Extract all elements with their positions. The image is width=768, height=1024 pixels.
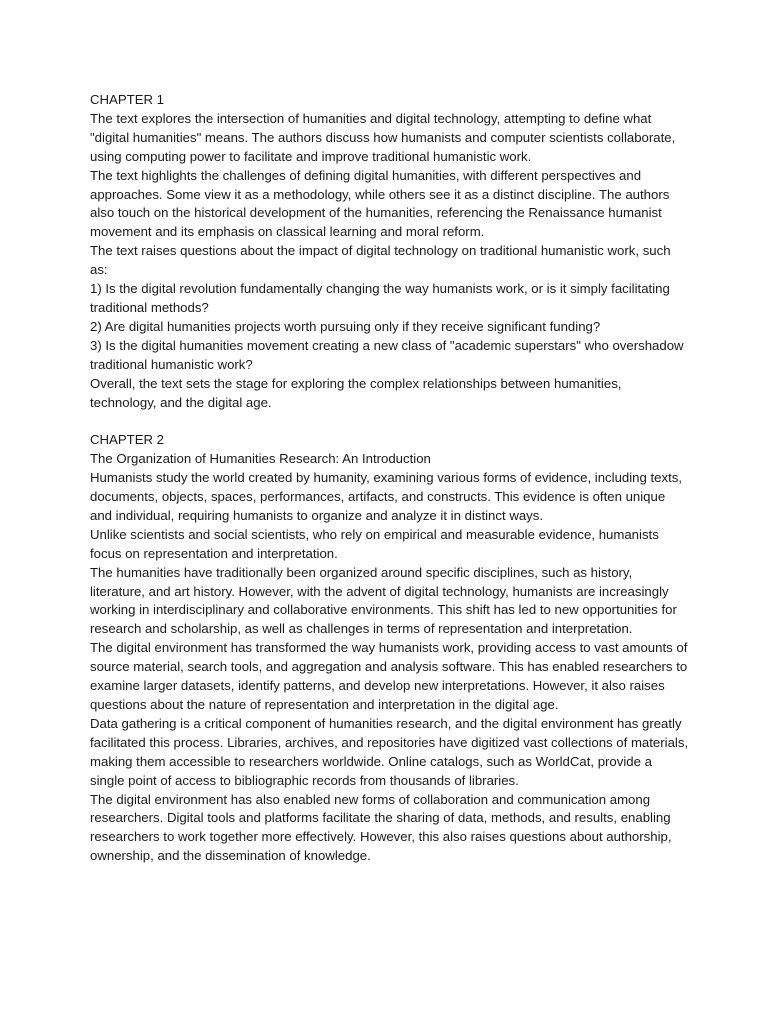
chapter-2-paragraph: Data gathering is a critical component of humanities research, and the digital environment has greatly facilitated this process. Libraries, archives, and repositories have digitized vast collections of materials, making them accessible to researchers worldwide. Online catalogs, such as WorldCat, provide a single point of access to bibliographic records from thousands of libraries. [90, 715, 689, 788]
chapter-2-subtitle: The Organization of Humanities Research: An Introduction [90, 451, 431, 467]
chapter-1-question: 2) Are digital humanities projects worth pursuing only if they receive significant funding? [90, 318, 601, 334]
chapter-2-paragraph: The digital environment has transformed the way humanists work, providing access to vast amounts of source material, search tools, and aggregation and analysis software. This has enabled researchers to examine larger datasets, identify patterns, and develop new interpretations. However, it also raises questions about the nature of representation and interpretation in the digital age. [90, 640, 688, 712]
chapter-2-heading: CHAPTER 2 [90, 432, 165, 448]
chapter-2-paragraph: Humanists study the world created by humanity, examining various forms of evidence, including texts, documents, objects, spaces, performances, artifacts, and constructs. This evidence is often unique and individual, requiring humanists to organize and analyze it in distinct ways. [90, 470, 683, 523]
chapter-1-question: 3) Is the digital humanities movement creating a new class of "academic superstars" who overshadow traditional humanistic work? [90, 337, 684, 372]
chapter-2-paragraph: The humanities have traditionally been organized around specific disciplines, such as history, literature, and art history. However, with the advent of digital technology, humanists are increasingly working in interdisciplinary and collaborative environments. This shift has led to new opportunities for research and scholarship, as well as challenges in terms of representation and interpretation. [90, 564, 677, 637]
chapter-1-paragraph: The text explores the intersection of humanities and digital technology, attempting to define what "digital humanities" means. The authors discuss how humanists and computer scientists collaborate, using computing power to facilitate and improve traditional humanistic work. [90, 110, 676, 164]
chapter-1-question: 1) Is the digital revolution fundamentally changing the way humanists work, or is it simply facilitating traditional methods? [90, 281, 670, 315]
section-gap [90, 412, 690, 431]
chapter-1-paragraph: Overall, the text sets the stage for exploring the complex relationships between humanities, technology, and the digital age. [90, 375, 622, 410]
chapter-2-paragraph: Unlike scientists and social scientists, who rely on empirical and measurable evidence, humanists focus on representation and interpretation. [90, 526, 659, 561]
chapter-1-heading: CHAPTER 1 [90, 92, 165, 107]
document-page [90, 91, 690, 866]
chapter-2-paragraph: The digital environment has also enabled new forms of collaboration and communication among researchers. Digital tools and platforms facilitate the sharing of data, methods, and results, enabling researchers to work together more effectively. However, this also raises questions about authorship, ownership, and the dissemination of knowledge. [90, 791, 672, 864]
chapter-1-paragraph: The text highlights the challenges of defining digital humanities, with different perspectives and approaches. Some view it as a methodology, while others see it as a distinct discipline. The authors also touch on the historical development of the humanities, referencing the Renaissance humanist movement and its emphasis on classical learning and moral reform. [90, 167, 670, 240]
chapter-1-paragraph: The text raises questions about the impact of digital technology on traditional humanistic work, such as: [90, 243, 671, 278]
